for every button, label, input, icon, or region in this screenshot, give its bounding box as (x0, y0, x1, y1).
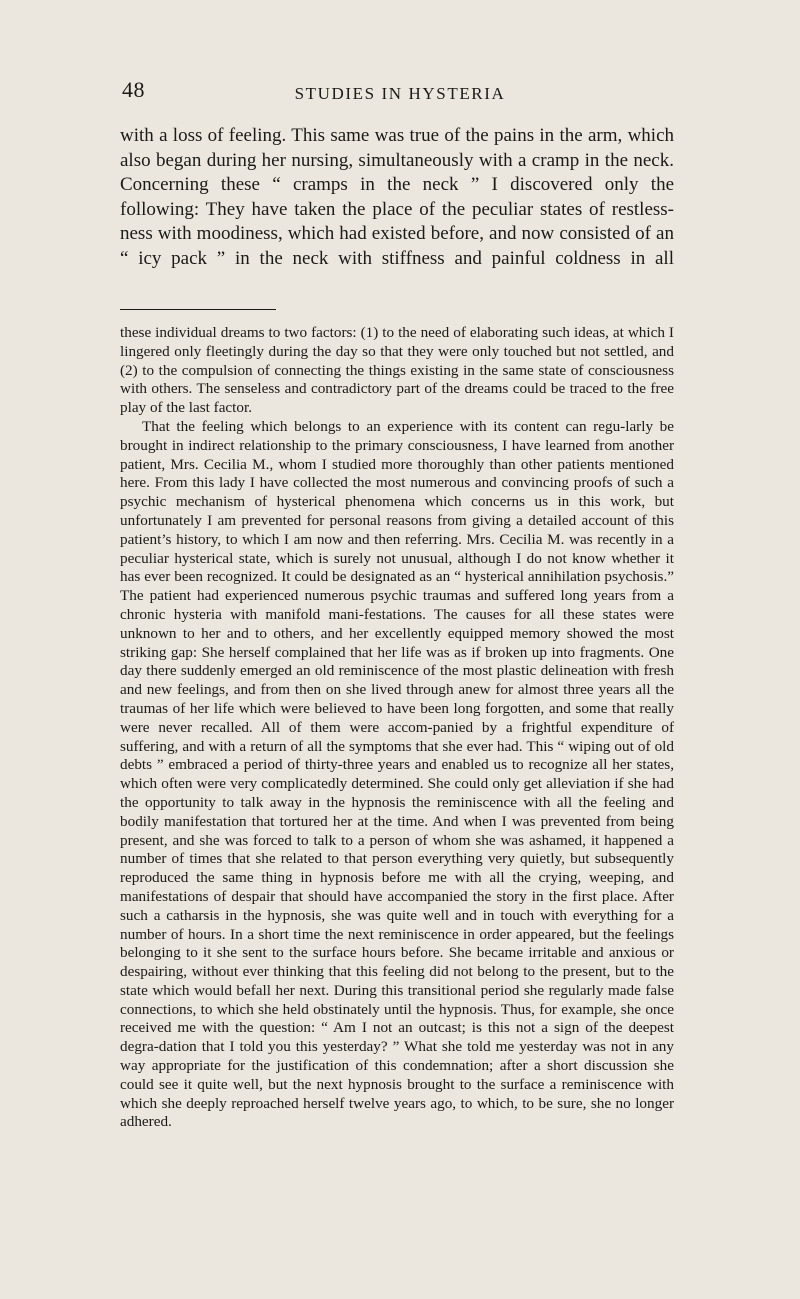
footnote-paragraph-cecilia: That the feeling which belongs to an experience with its content can regu-larly be brought in indirect relationship to the primary consciousness, I have learned from another patient, Mrs. Cecilia M., whom I studied more thoroughly than other patients mentioned here. From this lady I have collected the most numerous and convincing proofs of such a psychic mechanism of hysterical phenomena which concerns us in this work, but unfortunately I am prevented for personal reasons from giving a detailed account of this patient’s history, to which I am now and then referring. Mrs. Cecilia M. was recently in a peculiar hysterical state, which is surely not unusual, although I do not know whether it has ever been recognized. It could be designated as an “ hysterical annihilation psychosis.” The patient had experienced numerous psychic traumas and suffered long years from a chronic hysteria with manifold mani-festations. The causes for all these states were unknown to her and to others, and her excellently equipped memory showed the most striking gap: She herself complained that her life was as if broken up into fragments. One day there suddenly emerged an old reminiscence of the most plastic delineation with fresh and new feelings, and from then on she lived through anew for almost three years all the traumas of her life which were believed to have been long forgotten, and some that really were never recalled. All of them were accom-panied by a frightful expenditure of suffering, and with a return of all the symptoms that she ever had. This “ wiping out of old debts ” embraced a period of thirty-three years and enabled us to recognize all her states, which often were very complicatedly determined. She could only get alleviation if she had the opportunity to talk away in the hypnosis the reminiscence with all the feeling and bodily manifestation that tortured her at the time. And when I was prevented from being present, and she was forced to talk to a person of whom she was ashamed, it happened a number of times that she related to that person everything very quietly, but subsequently reproduced the same thing in hypnosis before me with all the crying, weeping, and manifestations of despair that should have accompanied the story in the first place. After such a catharsis in the hypnosis, she was quite well and in touch with everything for a number of hours. In a short time the next reminiscence in order appeared, but the feelings belonging to it she sent to the surface hours before. She became irritable and anxious or despairing, without ever thinking that this feeling did not belong to the present, but to the state which would befall her next. During this transitional period she regularly made false connections, to which she held obstinately until the hypnosis. Thus, for example, she once received me with the question: “ Am I not an outcast; is this not a sign of the deepest degra-dation that I told you this yesterday? ” What she told me yesterday was not in any way appropriate for the justification of this condemnation; after a short discussion she could see it quite well, but the next hypnosis brought to the surface a reminiscence with which she deeply reproached herself twelve years ago, to which, to be sure, she no longer adhered. (120, 417, 674, 1131)
footnote (120, 324, 674, 1132)
page-number: 48 (122, 77, 145, 102)
footnote-paragraph-continued: these individual dreams to two factors: (1) to the need of elaborating such ideas, at which I lingered only fleetingly during the day so that they were only touched but not settled, and (2) to the compulsion of connecting the things existing in the same state of consciousness with others. The senseless and contradictory part of the dreams could be traced to the free play of the last factor. (120, 324, 674, 417)
footnote-rule (120, 309, 276, 310)
running-title: STUDIES IN HYSTERIA (294, 84, 506, 103)
body-paragraph: with a loss of feeling. This same was true of the pains in the arm, which also began during her nursing, simultaneously with a cramp in the neck. Concerning these “ cramps in the neck ” I discovered only the following: They have taken the place of the peculiar states of restless-ness with moodiness, which had existed before, and now consisted of an “ icy pack ” in the neck with stiffness and painful coldness in all (120, 125, 674, 269)
